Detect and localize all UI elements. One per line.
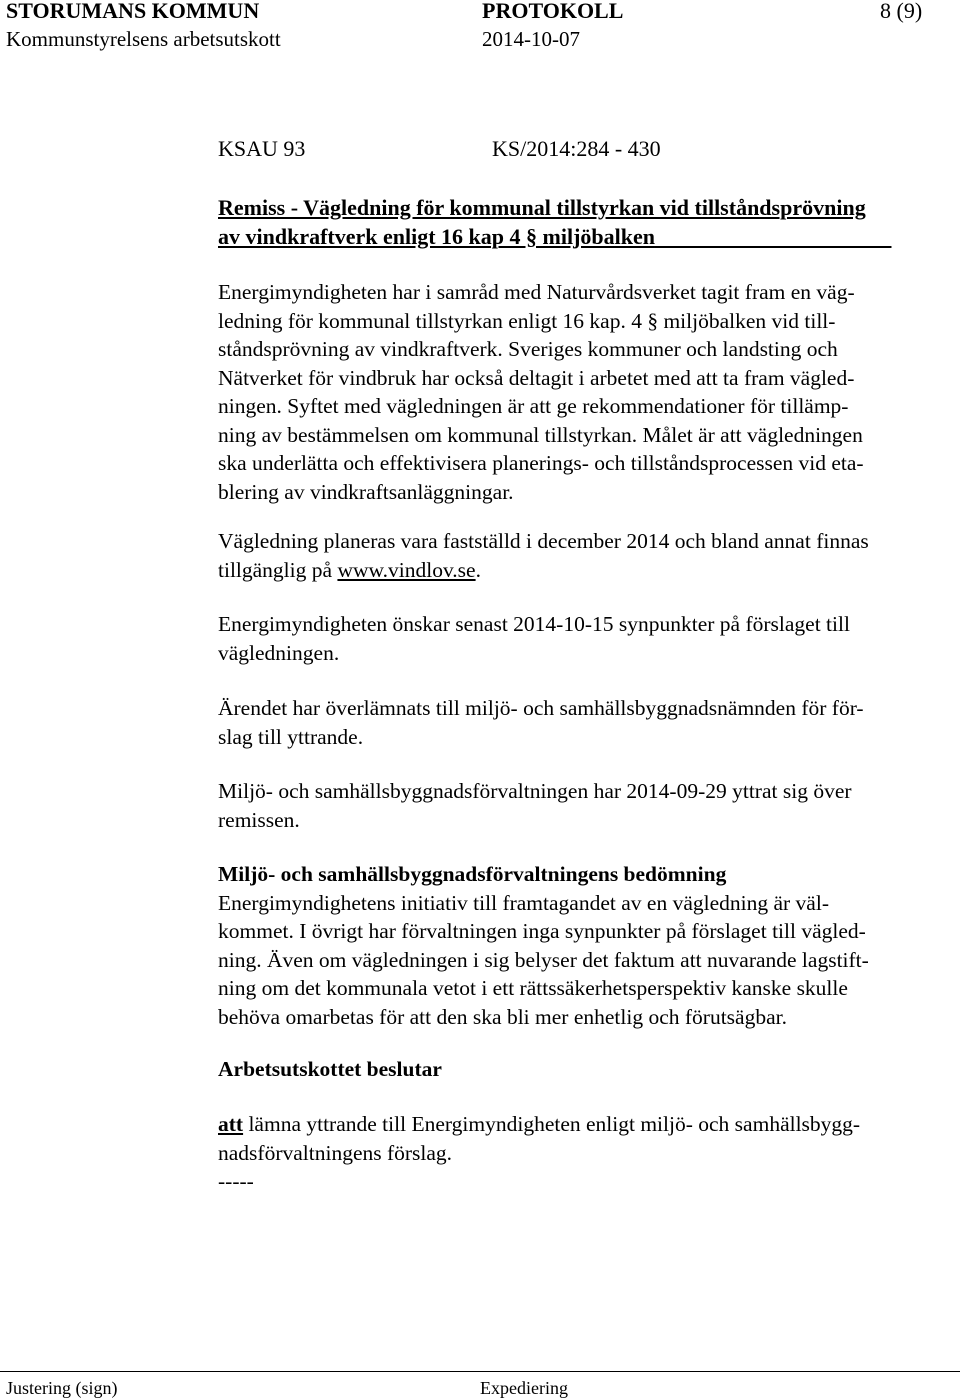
paragraph-deadline: Energimyndigheten önskar senast 2014-10-15 synpunkter på förslaget till vägledningen. bbox=[218, 612, 850, 665]
paragraph-background: Energimyndigheten har i samråd med Naturvårdsverket tagit fram en väg- ledning för kommunal tillstyrkan enligt 16 kap. 4 § miljöbalken vid till- ståndsprövning av vindkraftverk. Sveriges kommuner och landsting och Nätverket för vindbruk har också deltagit i arbetet med att ta fram vägled- ningen. Syftet med vägledningen är att ge rekommendationer för tillämp- ning av bestämmelsen om kommunal tillstyrkan. Målet är att vägledningen ska underlätta och effektivisera planerings- och tillståndsprocessen vid eta- blering av vindkraftsanläggningar. bbox=[218, 280, 864, 504]
footer-divider bbox=[0, 1371, 960, 1372]
title-underline-fill bbox=[655, 224, 892, 249]
paragraph-availability: Vägledning planeras vara fastställd i december 2014 och bland annat finnas tillgänglig på www.vindlov.se. bbox=[218, 529, 869, 582]
assessment-section: Miljö- och samhällsbyggnadsförvaltningens bedömning Energimyndighetens initiativ till framtagandet av en vägledning är väl- kommet. I övrigt har förvaltningen inga synpunkter på förslaget till vägled- ning. Även om vägledningen i sig belyser det faktum att nuvarande lagstift- ning om det kommunala vetot i ett rättssäkerhetsperspektiv kanske skulle behöva omarbetas för att den ska bli mer enhetlig och förutsägbar. bbox=[218, 860, 950, 1031]
paragraph-referral: Ärendet har överlämnats till miljö- och samhällsbyggnadsnämnden för för- slag till yttrande. bbox=[218, 696, 864, 749]
case-title bbox=[218, 194, 950, 251]
page-number: 8 (9) bbox=[880, 0, 923, 23]
footer-justering: Justering (sign) bbox=[6, 1378, 118, 1398]
committee-name: Kommunstyrelsens arbetsutskott bbox=[6, 27, 281, 51]
doc-type: PROTOKOLL bbox=[482, 0, 624, 23]
decision-heading: Arbetsutskottet beslutar bbox=[218, 1057, 442, 1081]
case-title-line-2: av vindkraftverk enligt 16 kap 4 § miljöbalken bbox=[218, 223, 950, 252]
paragraph-statement: Miljö- och samhällsbyggnadsförvaltningen har 2014-09-29 yttrat sig över remissen. bbox=[218, 779, 852, 832]
org-name: STORUMANS KOMMUN bbox=[6, 0, 260, 23]
meeting-date: 2014-10-07 bbox=[482, 27, 580, 51]
decision-text: att lämna yttrande till Energimyndigheten enligt miljö- och samhällsbygg- nadsförvaltningens förslag. ----- bbox=[218, 1110, 950, 1196]
footer-expediering: Expediering bbox=[480, 1378, 568, 1398]
end-mark: ----- bbox=[218, 1169, 254, 1193]
case-title-line-1: Remiss - Vägledning för kommunal tillstyrkan vid tillståndsprövning bbox=[218, 195, 866, 220]
assessment-heading: Miljö- och samhällsbyggnadsförvaltningens bedömning bbox=[218, 862, 727, 886]
decision-att: att bbox=[218, 1112, 244, 1136]
case-dnr: KS/2014:284 - 430 bbox=[492, 136, 661, 161]
case-number: KSAU 93 bbox=[218, 136, 306, 161]
vindlov-link[interactable]: www.vindlov.se bbox=[337, 557, 476, 582]
